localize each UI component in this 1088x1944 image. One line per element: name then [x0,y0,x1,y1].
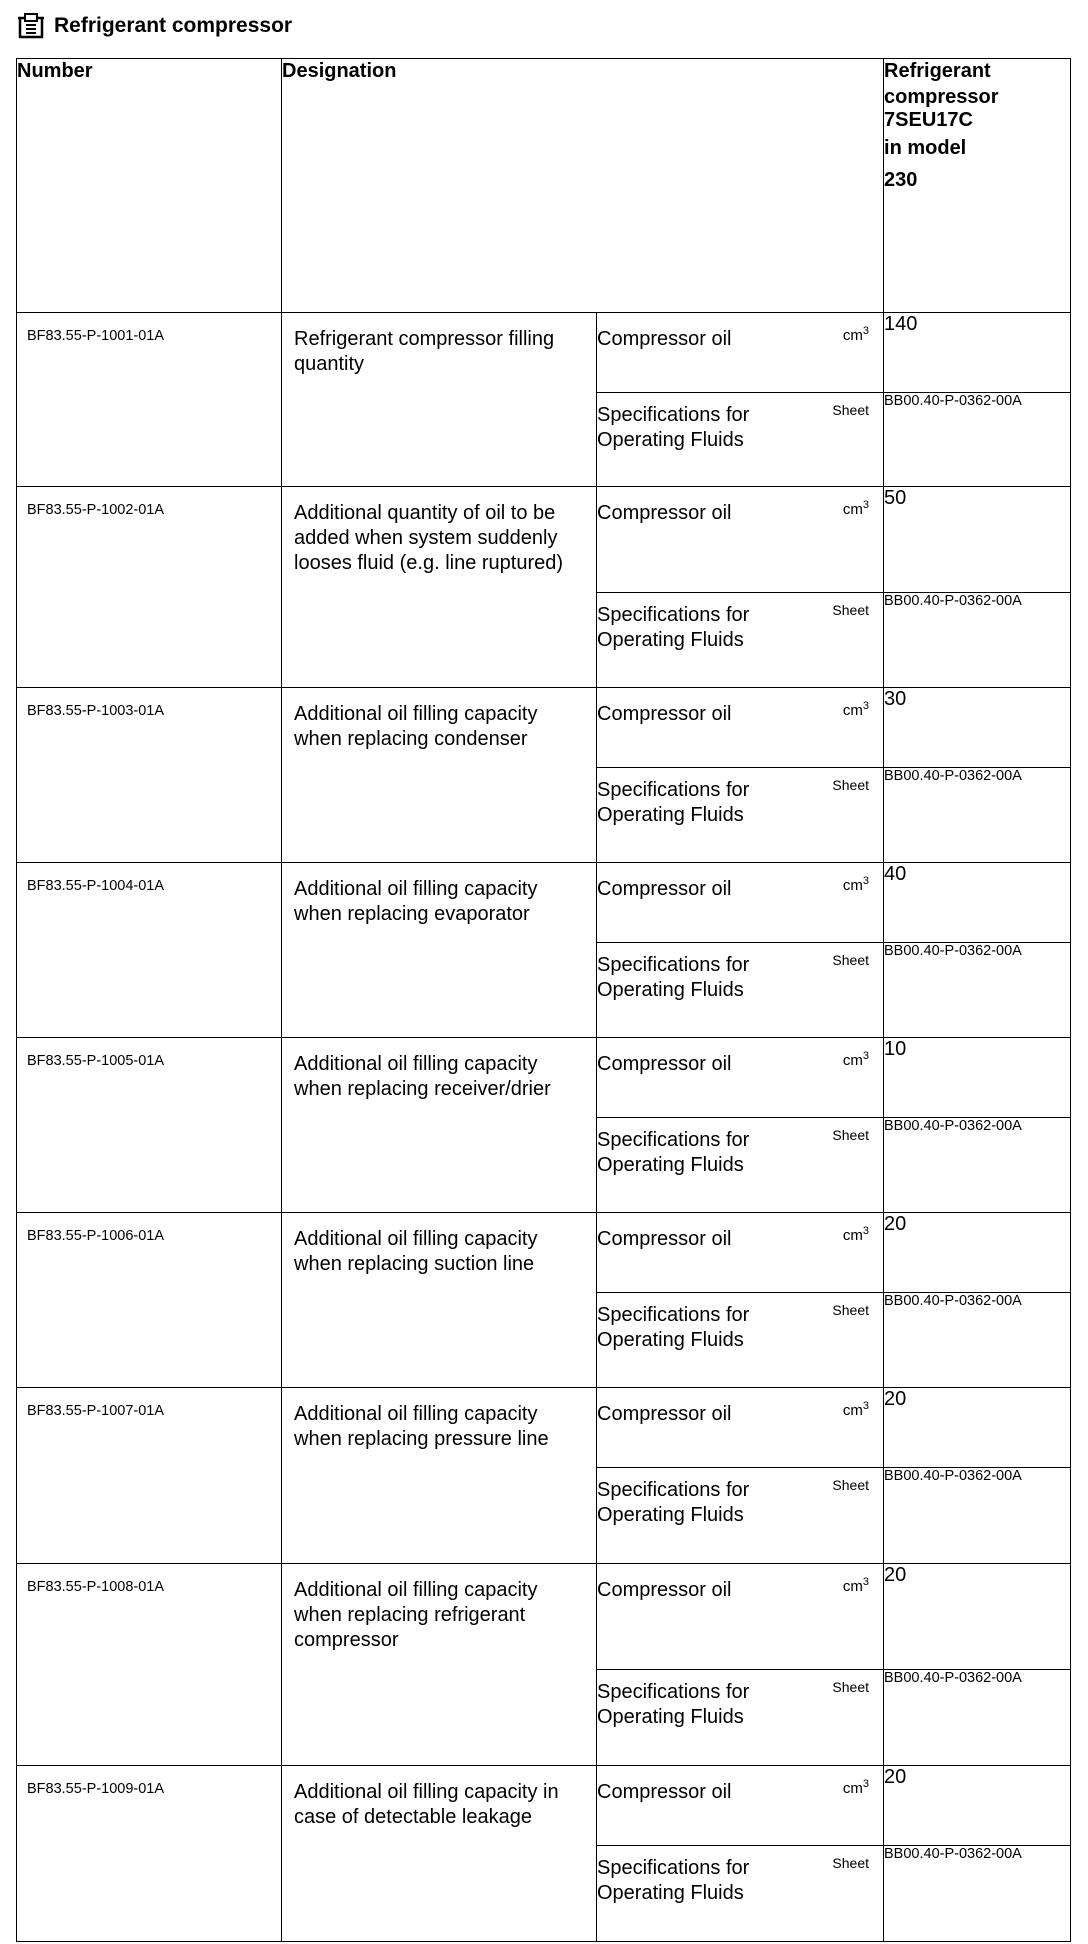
row-number: BF83.55-P-1003-01A [17,688,282,863]
spec-label: Specifications for Operating Fluids [597,779,750,827]
spec-unit: Sheet [832,1855,870,1871]
oil-value: 50 [884,487,1071,593]
oil-unit: $cm^3$ [842,1576,870,1595]
table-row [17,1766,1071,1846]
table-row [17,1388,1071,1468]
spec-value: BB00.40-P-0362-00A [884,1846,1071,1942]
spec-value: BB00.40-P-0362-00A [884,1670,1071,1766]
spec-value: BB00.40-P-0362-00A [884,1293,1071,1388]
spec-unit: Sheet [832,1302,870,1318]
spec-label: Specifications for Operating Fluids [597,954,750,1002]
spec-value: BB00.40-P-0362-00A [884,943,1071,1038]
row-number: BF83.55-P-1009-01A [17,1766,282,1942]
oil-label: Compressor oil [597,1228,732,1250]
oil-value: 140 [884,313,1071,393]
spec-value: BB00.40-P-0362-00A [884,1118,1071,1213]
spec-unit: Sheet [832,1477,870,1493]
row-number: BF83.55-P-1006-01A [17,1213,282,1388]
oil-label: Compressor oil [597,1403,732,1425]
oil-label: Compressor oil [597,502,732,524]
oil-cell [597,1388,884,1468]
oil-unit: $cm^3$ [842,1778,870,1797]
header-line: 7SEU17C [884,109,973,132]
column-header-number: Number [17,59,282,313]
row-designation: Additional oil filling capacity in case of detectable leakage [282,1766,597,1942]
spec-value: BB00.40-P-0362-00A [884,768,1071,863]
oil-value: 40 [884,863,1071,943]
spec-value: BB00.40-P-0362-00A [884,1468,1071,1564]
column-header-refrigerant-compressor [884,59,1071,313]
oil-unit: $cm^3$ [842,1225,870,1244]
row-designation: Additional oil filling capacity when replacing suction line [282,1213,597,1388]
oil-cell [597,487,884,593]
spec-unit: Sheet [832,952,870,968]
oil-unit: $cm^3$ [842,875,870,894]
document-list-icon [16,12,46,40]
spec-cell [597,393,884,487]
row-number: BF83.55-P-1007-01A [17,1388,282,1564]
spec-cell [597,1468,884,1564]
oil-cell [597,313,884,393]
spec-label: Specifications for Operating Fluids [597,1304,750,1352]
oil-cell [597,688,884,768]
table-row [17,1213,1071,1293]
spec-cell [597,1293,884,1388]
oil-cell [597,863,884,943]
spec-cell [597,1846,884,1942]
row-number: BF83.55-P-1002-01A [17,487,282,688]
oil-value: 20 [884,1213,1071,1293]
header-row [17,59,1071,313]
spec-cell [597,1670,884,1766]
row-designation: Additional oil filling capacity when replacing condenser [282,688,597,863]
spec-cell [597,1118,884,1213]
oil-value: 10 [884,1038,1071,1118]
column-header-designation: Designation [282,59,884,313]
table-row [17,688,1071,768]
row-designation: Additional quantity of oil to be added when system suddenly looses fluid (e.g. line ruptured) [282,487,597,688]
row-designation: Additional oil filling capacity when replacing pressure line [282,1388,597,1564]
page-title: Refrigerant compressor [54,14,293,37]
spec-label: Specifications for Operating Fluids [597,1681,750,1729]
oil-unit: $cm^3$ [842,499,870,518]
oil-unit: $cm^3$ [842,1050,870,1069]
header-line: Refrigerant [884,60,991,82]
row-designation: Additional oil filling capacity when replacing evaporator [282,863,597,1038]
row-number: BF83.55-P-1005-01A [17,1038,282,1213]
oil-value: 30 [884,688,1071,768]
row-number: BF83.55-P-1001-01A [17,313,282,487]
oil-unit: $cm^3$ [842,1400,870,1419]
row-designation: Refrigerant compressor filling quantity [282,313,597,487]
spec-label: Specifications for Operating Fluids [597,404,750,452]
oil-cell [597,1213,884,1293]
header-line: in model [884,137,967,160]
oil-label: Compressor oil [597,703,732,725]
oil-value: 20 [884,1766,1071,1846]
spec-unit: Sheet [832,1127,870,1143]
spec-unit: Sheet [832,777,870,793]
oil-label: Compressor oil [597,1053,732,1075]
oil-unit: $cm^3$ [842,700,870,719]
table-row [17,487,1071,593]
header-line: 230 [884,168,918,191]
oil-unit: $cm^3$ [842,325,870,344]
row-designation: Additional oil filling capacity when replacing receiver/drier [282,1038,597,1213]
row-number: BF83.55-P-1008-01A [17,1564,282,1766]
oil-cell [597,1564,884,1670]
spec-cell [597,943,884,1038]
spec-label: Specifications for Operating Fluids [597,1129,750,1177]
oil-label: Compressor oil [597,878,732,900]
spec-value: BB00.40-P-0362-00A [884,393,1071,487]
oil-value: 20 [884,1564,1071,1670]
oil-cell [597,1766,884,1846]
page-header [16,12,292,40]
spec-cell [597,768,884,863]
oil-label: Compressor oil [597,1579,732,1601]
spec-label: Specifications for Operating Fluids [597,1857,750,1905]
oil-label: Compressor oil [597,328,732,350]
spec-table [16,58,1071,1942]
table-row [17,313,1071,393]
oil-label: Compressor oil [597,1781,732,1803]
spec-unit: Sheet [832,402,870,418]
spec-cell [597,593,884,688]
table-row [17,1038,1071,1118]
header-line: compressor [884,85,999,108]
spec-unit: Sheet [832,1679,870,1695]
spec-unit: Sheet [832,602,870,618]
row-designation: Additional oil filling capacity when replacing refrigerant compressor [282,1564,597,1766]
spec-label: Specifications for Operating Fluids [597,604,750,652]
spec-value: BB00.40-P-0362-00A [884,593,1071,688]
oil-cell [597,1038,884,1118]
row-number: BF83.55-P-1004-01A [17,863,282,1038]
spec-label: Specifications for Operating Fluids [597,1479,750,1527]
oil-value: 20 [884,1388,1071,1468]
table-row [17,1564,1071,1670]
table-row [17,863,1071,943]
